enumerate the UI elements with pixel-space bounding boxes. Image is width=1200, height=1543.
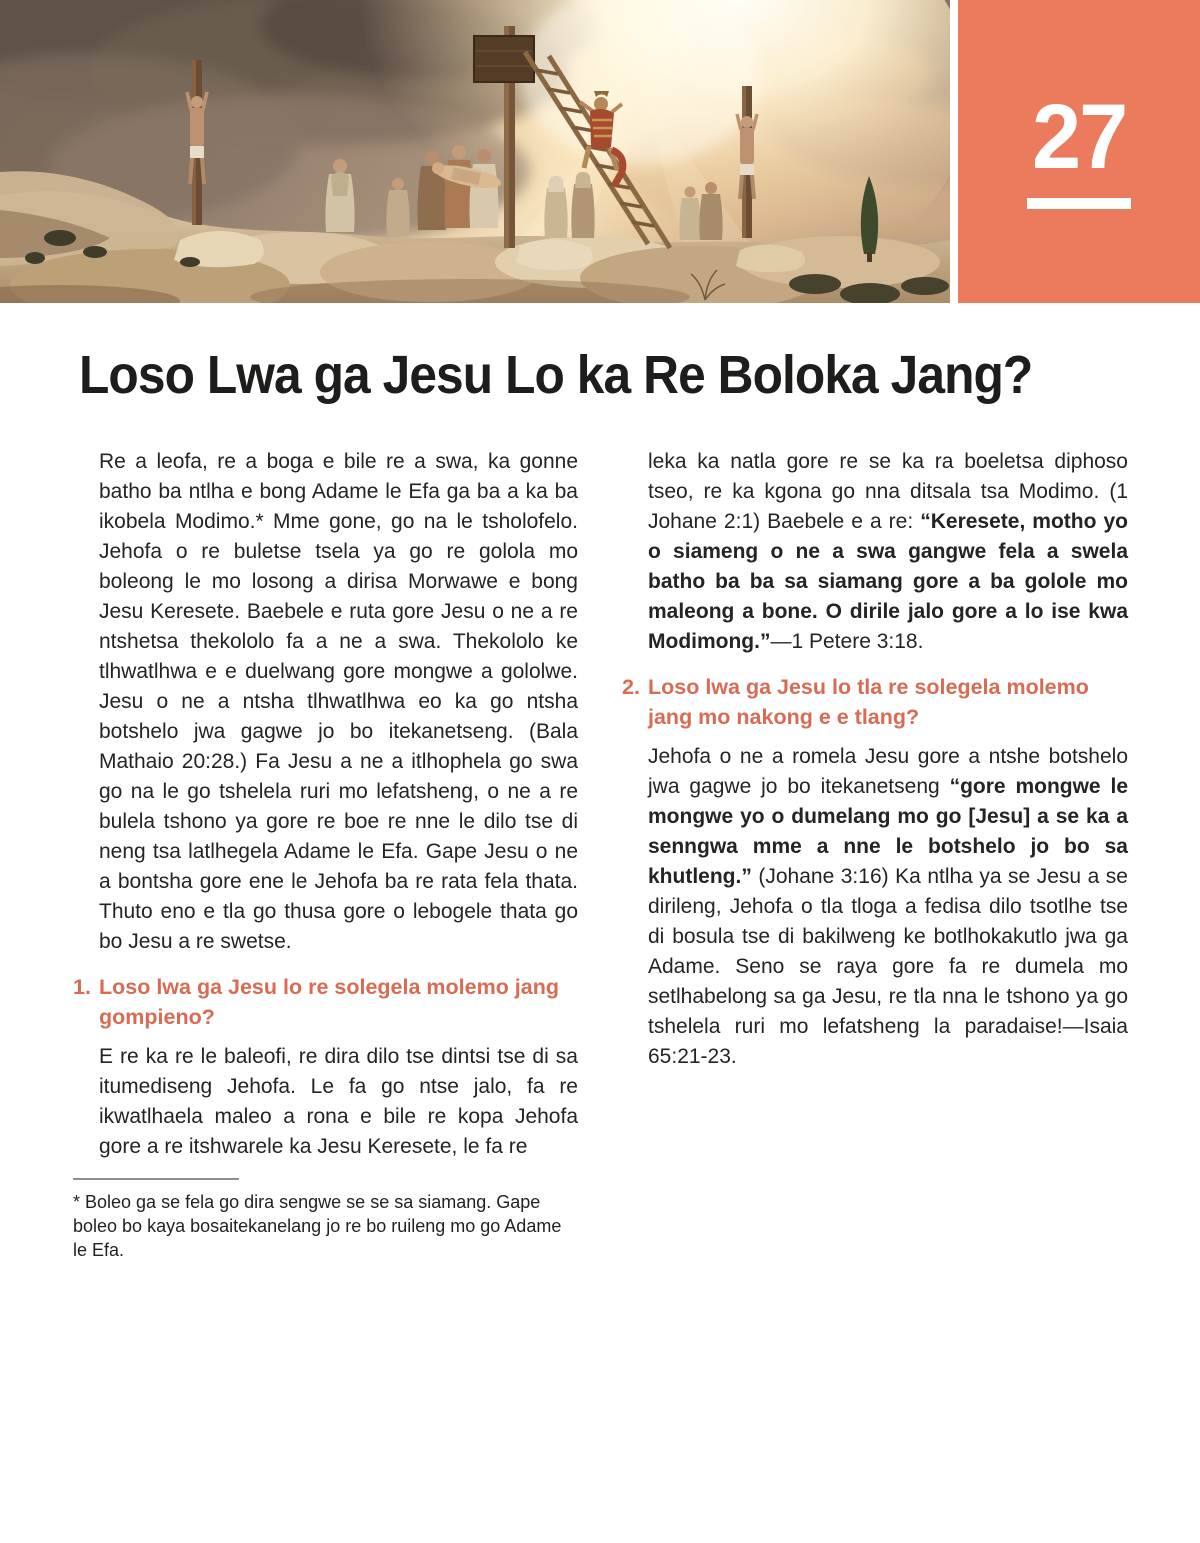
footnote-text: * Boleo ga se fela go dira sengwe se se sa siamang. Gape boleo bo kaya bosaitekanelang jo re bo ruileng mo go Adame le Efa.	[73, 1192, 562, 1260]
question-1-heading	[73, 972, 578, 1032]
crucifixion-scene-image	[0, 0, 950, 303]
question-1-text: Loso lwa ga Jesu lo re solegela molemo jang gompieno?	[99, 975, 559, 1029]
answer-1-paragraph: E re ka re le baleofi, re dira dilo tse dintsi tse di sa itumediseng Jehofa. Le fa go ntse jalo, fa re ikwatlhaela maleo a rona e bile re kopa Jehofa gore a re itshwarele ka Jesu Keresete, le fa re	[99, 1045, 578, 1158]
content-columns	[73, 447, 1128, 1262]
lesson-number: 27	[1031, 85, 1127, 188]
lesson-number-badge	[958, 0, 1200, 303]
answer-1-continued-paragraph: leka ka natla gore re se ka ra boeletsa diphoso tseo, re ka kgona go nna ditsala tsa Modimo. (1 Johane 2:1) Baebele e a re: “Keresete, motho yo o siameng o ne a swa gangwe fela a swela batho ba ba sa siamang gore a ba golole mo maleong a bone. O dirile jalo gore a lo ise kwa Modimong.”—1 Petere 3:18.	[648, 450, 1128, 653]
intro-paragraph: Re a leofa, re a boga e bile re a swa, ka gonne batho ba ntlha e bong Adame le Efa ga ba a ka ba ikobela Modimo.* Mme gone, go na le tsholofelo. Jehofa o re buletse tsela ya go re golola mo boleong le mo losong a dirisa Morwawe e bong Jesu Keresete. Baebele e ruta gore Jesu o ne a re ntshetsa thekololo fa a ne a swa. Thekololo ke tlhwatlhwa e e duelwang gore mongwe a gololwe. Jesu o ne a ntsha tlhwatlhwa eo ka go ntsha botshelo jwa gagwe jo bo itekanetseng. (Bala Mathaio 20:28.) Fa Jesu a ne a itlhophela go swa go na le go tshelela ruri mo lefatsheng, o ne a re bulela tshono ya gore re boe re nne le dilo tse di neng tsa latlhegela Adame le Efa. Gape Jesu o ne a bontsha gore ene le Jehofa ba re rata fela thata. Thuto eno e tla go thusa gore o lebogele thata go bo Jesu a re swetse.	[99, 450, 578, 953]
lesson-number-underline	[1027, 198, 1131, 209]
footnote	[73, 1178, 578, 1262]
left-column	[73, 447, 578, 1262]
answer-2-paragraph: Jehofa o ne a romela Jesu gore a ntshe botshelo jwa gagwe jo bo itekanetseng “gore mongwe le mongwe yo o dumelang mo go [Jesu] a se ka a senngwa mme a nne le botshelo jo bo sa khutleng.” (Johane 3:16) Ka ntlha ya se Jesu a se dirileng, Jehofa o tla tloga a fedisa dilo tsotlhe tse di bosula tse di bakilweng ke botlhokakutlo jwa ga Adame. Seno se raya gore fa re dumela mo setlhabelong sa ga Jesu, re tla nna le tshono ya go tshelela ruri mo lefatsheng la paradaise!—Isaia 65:21-23.	[648, 745, 1129, 1068]
question-2-heading	[622, 672, 1128, 732]
hero-image	[0, 0, 950, 303]
footnote-divider	[73, 1178, 239, 1180]
page-title: Loso Lwa ga Jesu Lo ka Re Boloka Jang?	[79, 345, 1033, 405]
question-2-number: 2.	[622, 675, 640, 699]
question-1-number: 1.	[73, 975, 91, 999]
question-2-text: Loso lwa ga Jesu lo tla re solegela molemo jang mo nakong e e tlang?	[648, 675, 1089, 729]
right-column	[622, 447, 1128, 1262]
